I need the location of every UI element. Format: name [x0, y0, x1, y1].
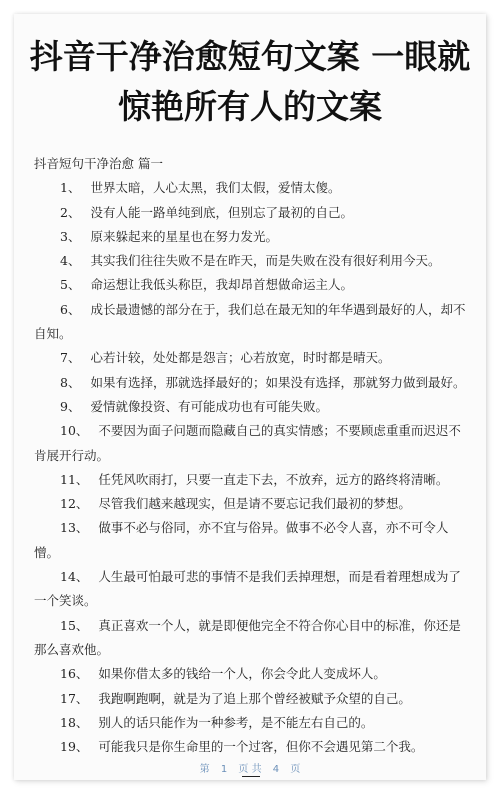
footer-page-prefix: 第	[199, 764, 210, 775]
item-text: 命运想让我低头称臣，我却昂首想做命运主人。	[90, 277, 353, 293]
item-text: 人生最可怕最可悲的事情不是我们丢掉理想，而是看着理想成为了一个笑谈。	[34, 569, 461, 609]
item-number: 19、	[60, 739, 89, 755]
item-text: 不要因为面子问题而隐藏自己的真实情感；不要顾虑重重而迟迟不肯展开行动。	[34, 423, 461, 463]
footer-page-suffix: 页	[290, 764, 301, 775]
list-item	[34, 201, 468, 225]
item-text: 可能我只是你生命里的一个过客，但你不会遇见第二个我。	[98, 739, 424, 755]
list-item	[34, 273, 468, 297]
item-text: 如果有选择，那就选择最好的；如果没有选择，那就努力做到最好。	[90, 374, 466, 390]
item-text: 成长最遗憾的部分在于，我们总在最无知的年华遇到最好的人，却不自知。	[34, 301, 466, 342]
item-text: 原来躲起来的星星也在努力发光。	[90, 228, 278, 244]
item-number: 9、	[60, 398, 81, 414]
list-item	[34, 176, 468, 200]
item-number: 6、	[60, 301, 81, 317]
list-item	[34, 371, 468, 395]
item-number: 17、	[60, 690, 89, 706]
footer-underline	[242, 776, 260, 777]
title-line-2: 惊艳所有人的文案	[118, 87, 382, 126]
item-text: 世界太暗，人心太黑，我们太假，爱情太傻。	[90, 180, 341, 196]
item-text: 我跑啊跑啊，就是为了追上那个曾经被赋予众望的自己。	[98, 690, 411, 706]
footer-page-number: 1	[220, 764, 228, 775]
item-text: 其实我们往往失败不是在昨天，而是失败在没有很好利用今天。	[90, 253, 441, 269]
list-item	[34, 346, 468, 370]
item-text: 尽管我们越来越现实，但是请不要忘记我们最初的梦想。	[98, 496, 411, 512]
item-number: 5、	[60, 277, 81, 293]
item-number: 12、	[60, 496, 89, 512]
item-number: 2、	[60, 204, 81, 220]
list-item	[34, 687, 468, 711]
item-text: 做事不必与俗同，亦不宜与俗异。做事不必令人喜，亦不可令人憎。	[34, 520, 449, 560]
item-number: 10、	[60, 423, 89, 439]
footer-page-mid: 页 共	[238, 764, 262, 775]
item-number: 8、	[60, 374, 81, 390]
list-item	[34, 468, 468, 492]
item-text: 爱情就像投资、有可能成功也有可能失败。	[90, 398, 328, 414]
item-number: 14、	[60, 569, 89, 585]
list-item	[34, 298, 468, 347]
list-item	[34, 614, 468, 663]
item-number: 18、	[60, 714, 89, 730]
footer-page-total: 4	[272, 764, 280, 775]
page-footer	[0, 760, 500, 775]
item-text: 如果你借太多的钱给一个人，你会令此人变成坏人。	[98, 666, 386, 682]
item-list	[34, 176, 468, 759]
list-item	[34, 395, 468, 419]
list-item	[34, 492, 468, 516]
document-body	[34, 152, 468, 759]
list-item	[34, 662, 468, 686]
item-text: 任凭风吹雨打，只要一直走下去，不放弃，远方的路终将清晰。	[98, 471, 449, 487]
list-item	[34, 225, 468, 249]
item-number: 4、	[60, 253, 81, 269]
list-item	[34, 249, 468, 273]
item-number: 7、	[60, 350, 81, 366]
list-item	[34, 516, 468, 565]
list-item	[34, 711, 468, 735]
list-item	[34, 735, 468, 759]
list-item	[34, 419, 468, 468]
item-number: 1、	[60, 180, 81, 196]
document-title	[0, 32, 500, 132]
item-number: 16、	[60, 666, 89, 682]
title-line-1: 抖音干净治愈短句文案 一眼就	[29, 37, 471, 76]
item-text: 别人的话只能作为一种参考，是不能左右自己的。	[98, 714, 374, 730]
item-number: 13、	[60, 520, 89, 536]
list-item	[34, 565, 468, 614]
item-number: 11、	[60, 471, 89, 487]
section-label: 抖音短句干净治愈 篇一	[34, 156, 163, 171]
item-number: 15、	[60, 617, 89, 633]
item-number: 3、	[60, 228, 81, 244]
item-text: 没有人能一路单纯到底，但别忘了最初的自己。	[90, 204, 353, 220]
item-text: 心若计较，处处都是怨言；心若放宽，时时都是晴天。	[90, 350, 391, 366]
item-text: 真正喜欢一个人，就是即便他完全不符合你心目中的标准，你还是那么喜欢他。	[34, 617, 461, 657]
